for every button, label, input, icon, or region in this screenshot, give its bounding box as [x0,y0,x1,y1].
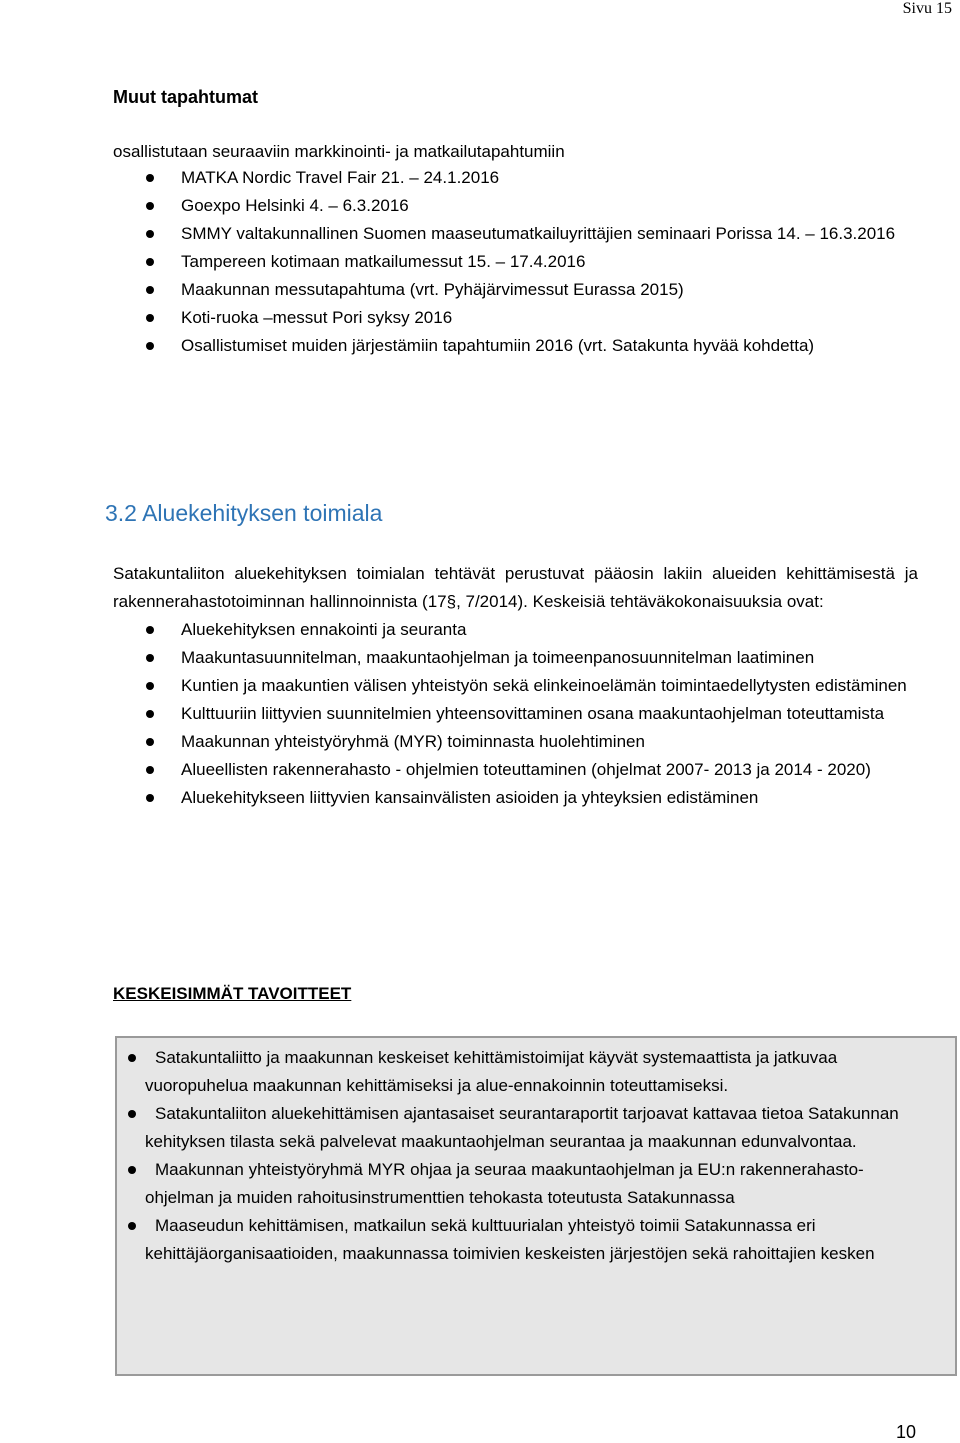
bullet-icon [128,1166,136,1174]
bullet-icon [128,1054,136,1062]
goals-box [115,1036,957,1376]
bullet-icon [146,738,154,746]
intro-text: osallistutaan seuraaviin markkinointi- ja matkailutapahtumiin [113,142,565,161]
section-heading-3-2: 3.2 Aluekehityksen toimiala [105,500,383,526]
list-item: Aluekehityksen ennakointi ja seuranta [113,616,918,644]
bullet-icon [128,1222,136,1230]
bullet-icon [146,230,154,238]
list-item: Koti-ruoka –messut Pori syksy 2016 [113,304,918,332]
bullet-icon [146,626,154,634]
tasks-list [113,616,918,812]
list-item: Tampereen kotimaan matkailumessut 15. – 17.4.2016 [113,248,918,276]
list-item: MATKA Nordic Travel Fair 21. – 24.1.2016 [113,164,918,192]
list-item: Maakunnan messutapahtuma (vrt. Pyhäjärvimessut Eurassa 2015) [113,276,918,304]
list-item: Kuntien ja maakuntien välisen yhteistyön sekä elinkeinoelämän toimintaedellytysten edistäminen [113,672,918,700]
list-item: SMMY valtakunnallinen Suomen maaseutumatkailuyrittäjien seminaari Porissa 14. – 16.3.2016 [113,220,918,248]
bullet-icon [146,314,154,322]
bullet-icon [146,654,154,662]
bullet-icon [146,710,154,718]
list-item: Kulttuuriin liittyvien suunnitelmien yhteensovittaminen osana maakuntaohjelman toteuttamista [113,700,918,728]
bullet-icon [146,766,154,774]
section-muut-tapahtumat [113,84,918,360]
list-item: Satakuntaliitto ja maakunnan keskeiset kehittämistoimijat käyvät systemaattista ja jatkuvaa vuoropuhelua maakunnan kehittämiseksi ja alue-ennakoinnin toteuttamiseksi. [145,1044,925,1100]
bullet-icon [146,202,154,210]
goals-list [145,1044,925,1268]
list-item: Aluekehitykseen liittyvien kansainvälisten asioiden ja yhteyksien edistäminen [113,784,918,812]
bullet-icon [146,174,154,182]
bullet-icon [146,794,154,802]
list-item: Maakunnan yhteistyöryhmä (MYR) toiminnasta huolehtiminen [113,728,918,756]
page-header-label: Sivu 15 [902,0,952,17]
list-item: Osallistumiset muiden järjestämiin tapahtumiin 2016 (vrt. Satakunta hyvää kohdetta) [113,332,918,360]
events-list [113,164,918,360]
list-item: Satakuntaliiton aluekehittämisen ajantasaiset seurantaraportit tarjoavat kattavaa tietoa Satakunnan kehityksen tilasta sekä palvelevat maakuntaohjelman seurantaa ja maakunnan edunvalvontaa. [145,1100,925,1156]
bullet-icon [146,342,154,350]
section-aluekehitys [105,497,918,812]
bullet-icon [146,682,154,690]
goals-title: KESKEISIMMÄT TAVOITTEET [113,984,352,1003]
bullet-icon [146,286,154,294]
page-number: 10 [895,1422,916,1442]
bullet-icon [146,258,154,266]
bullet-icon [128,1110,136,1118]
list-item: Maakunnan yhteistyöryhmä MYR ohjaa ja seuraa maakuntaohjelman ja EU:n rakennerahasto-ohjelman ja muiden rahoitusinstrumenttien tehokasta toteutusta Satakunnassa [145,1156,925,1212]
list-item: Maaseudun kehittämisen, matkailun sekä kulttuurialan yhteistyö toimii Satakunnassa eri kehittäjäorganisaatioiden, maakunnassa toimivien keskeisten järjestöjen sekä rahoittajien kesken [145,1212,925,1268]
section-heading-muut: Muut tapahtumat [113,87,258,107]
list-item: Goexpo Helsinki 4. – 6.3.2016 [113,192,918,220]
list-item: Alueellisten rakennerahasto - ohjelmien toteuttaminen (ohjelmat 2007- 2013 ja 2014 - 2020) [113,756,918,784]
section-paragraph: Satakuntaliiton aluekehityksen toimialan tehtävät perustuvat pääosin lakiin alueiden kehittämisestä ja rakennerahastotoiminnan hallinnoinnista (17§, 7/2014). Keskeisiä tehtäväkokonaisuuksia ovat: [113,564,918,611]
list-item: Maakuntasuunnitelman, maakuntaohjelman ja toimeenpanosuunnitelman laatiminen [113,644,918,672]
